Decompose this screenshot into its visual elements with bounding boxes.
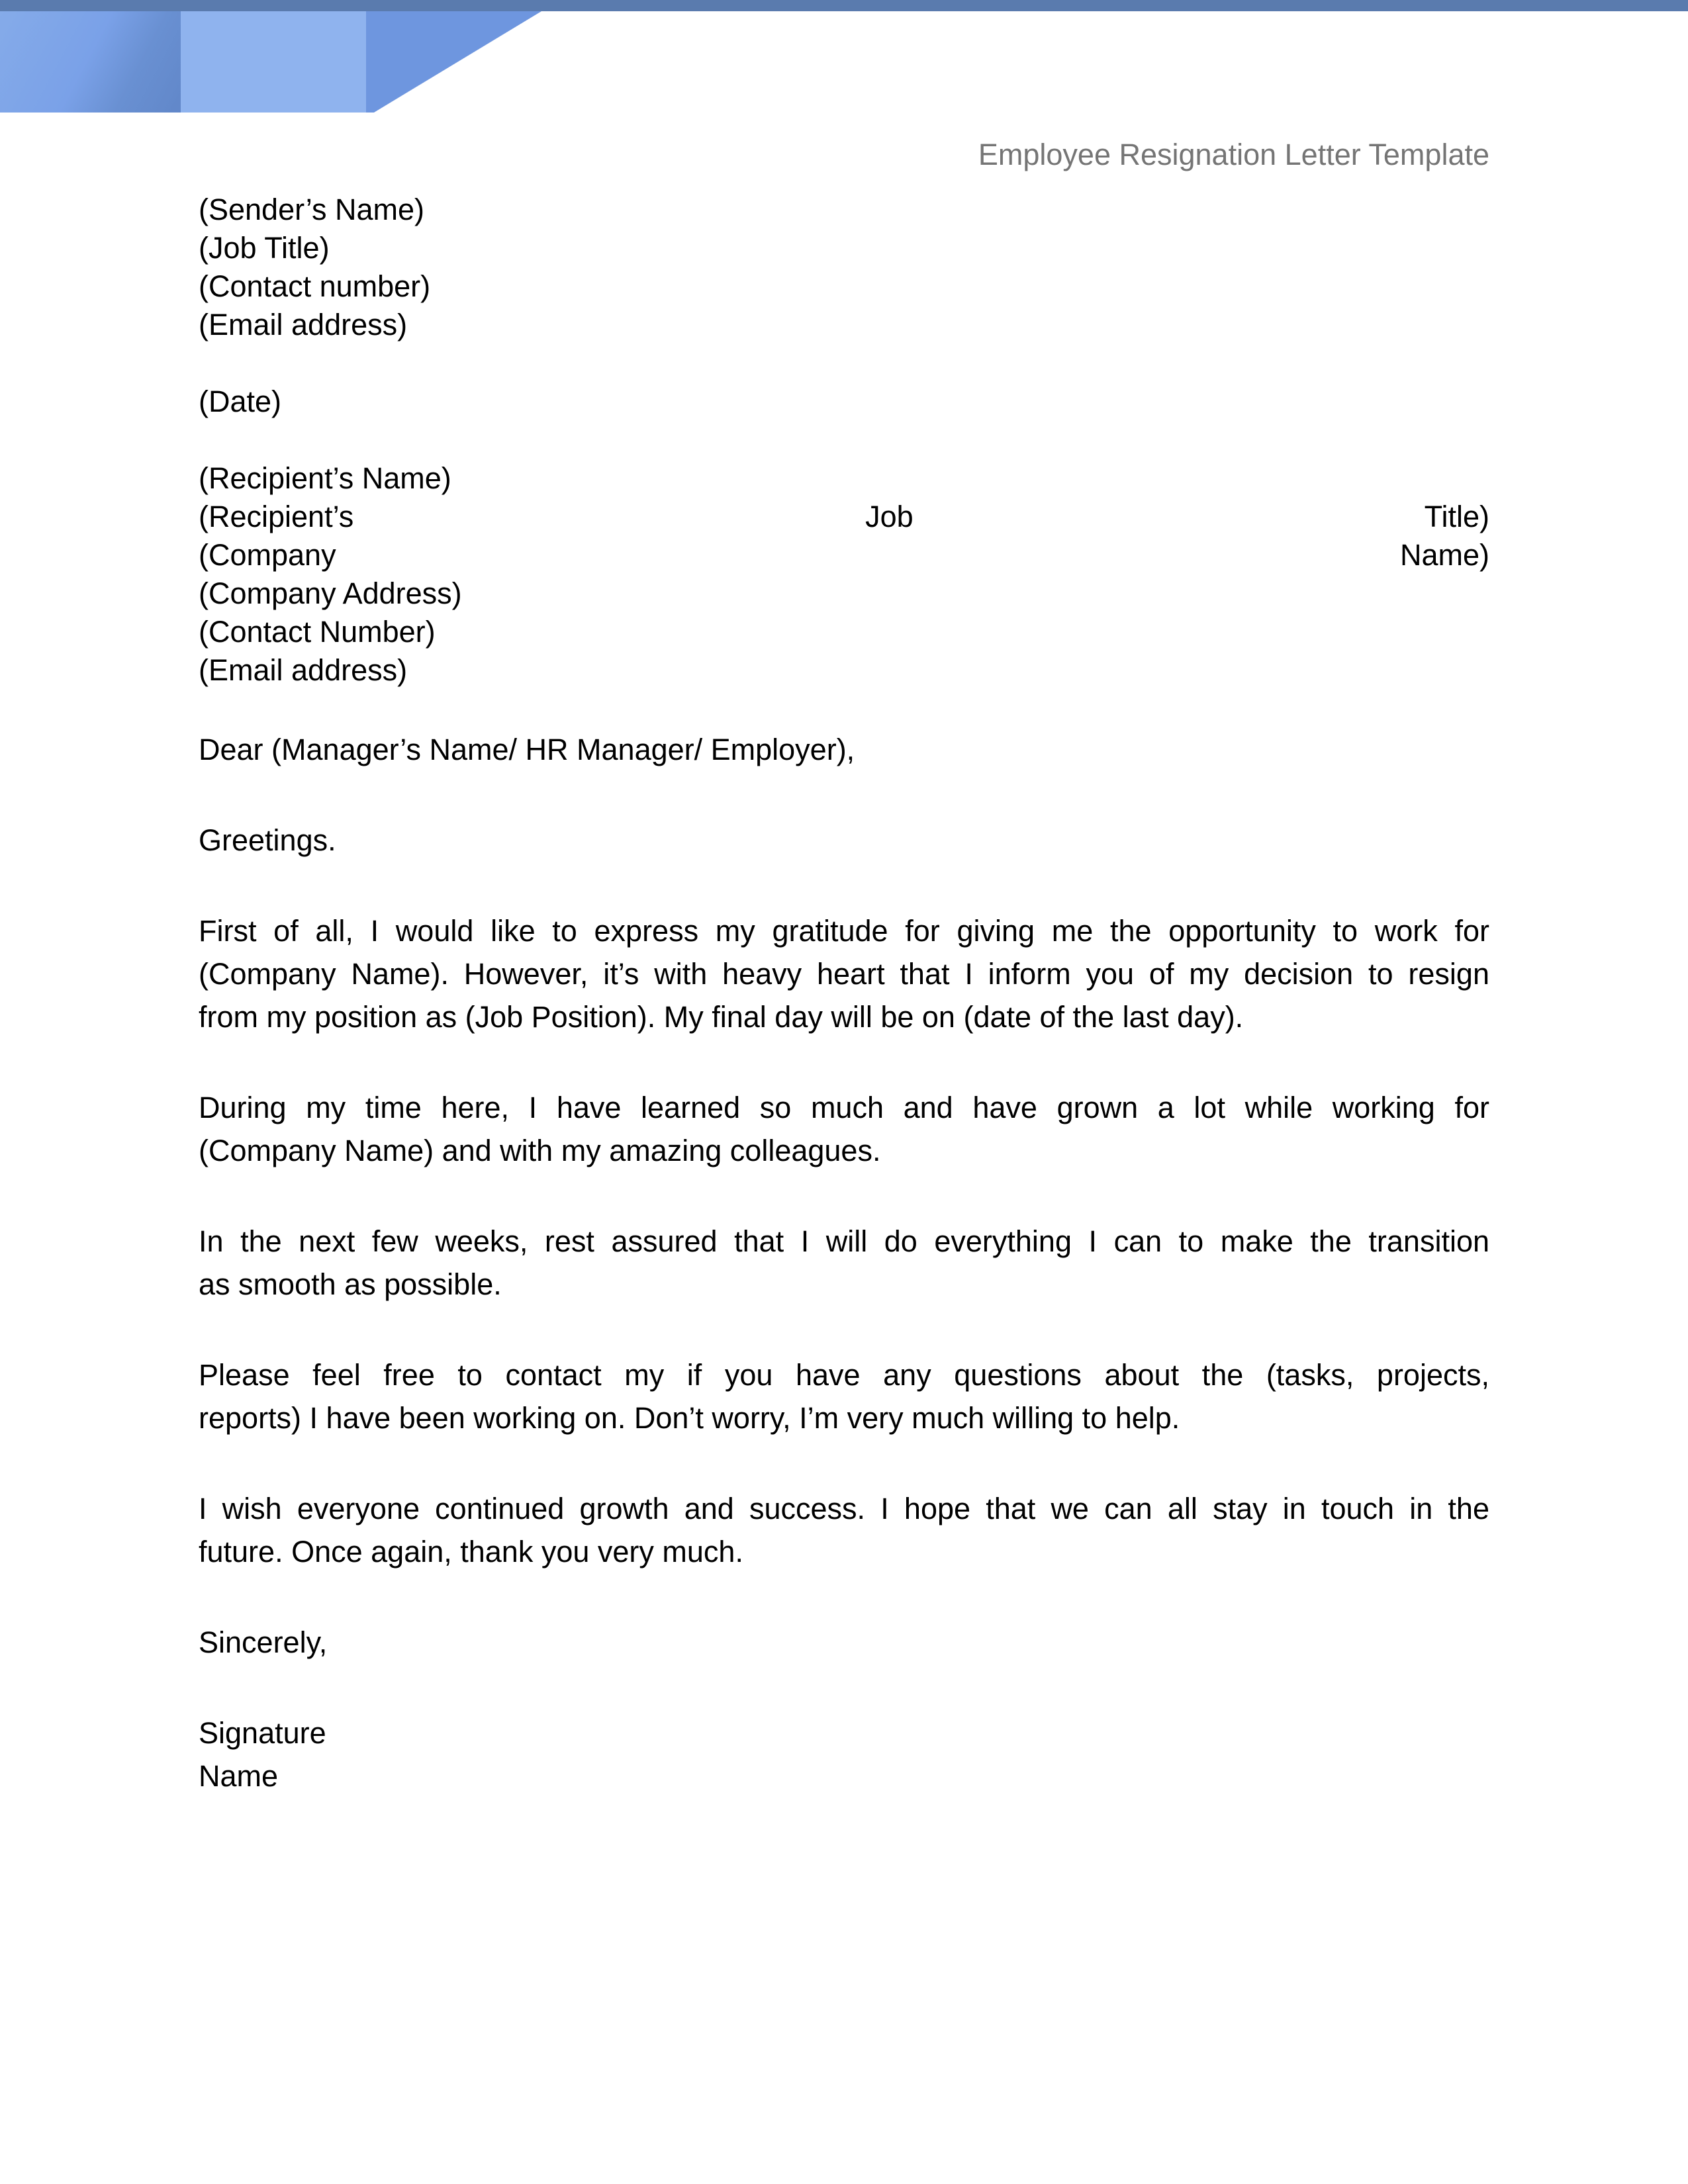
company-name-line: (Company Name) [199, 538, 1489, 572]
paragraph-5-line-1: I wish everyone continued growth and success. I hope that we can all stay in touch in the [199, 1492, 1489, 1525]
header-top-bar [0, 0, 1688, 11]
spacer [199, 421, 1489, 459]
paragraph-2 [199, 1086, 1489, 1172]
paragraph-5-line-2: future. Once again, thank you very much. [199, 1535, 743, 1569]
paragraph-4 [199, 1353, 1489, 1439]
paragraph-1-line-1: First of all, I would like to express my gratitude for giving me the opportunity to work for [199, 914, 1489, 948]
sender-email-line: (Email address) [199, 308, 408, 341]
sender-contact-number-line: (Contact number) [199, 269, 431, 303]
paragraph-1 [199, 909, 1489, 1038]
document-title: Employee Resignation Letter Template [978, 138, 1489, 171]
recipient-contact-number-line: (Contact Number) [199, 615, 436, 649]
name-line: Name [199, 1759, 279, 1793]
ribbon-right-angled-shape [366, 11, 541, 113]
closing-line: Sincerely, [199, 1625, 328, 1659]
date-line: (Date) [199, 385, 282, 418]
ribbon-middle-shape [181, 11, 366, 113]
ribbon-left-fold-shape [0, 11, 181, 113]
paragraph-2-line-2: (Company Name) and with my amazing colleagues. [199, 1134, 881, 1167]
spacer [199, 1306, 1489, 1353]
spacer [199, 1172, 1489, 1220]
spacer [199, 1664, 1489, 1711]
sender-block [199, 191, 1489, 344]
paragraph-1-line-2: (Company Name). However, it’s with heavy heart that I inform you of my decision to resign [199, 957, 1489, 991]
spacer [199, 1573, 1489, 1621]
paragraph-3 [199, 1220, 1489, 1306]
company-address-line: (Company Address) [199, 576, 462, 610]
paragraph-3-line-1: In the next few weeks, rest assured that I will do everything I can to make the transition [199, 1224, 1489, 1258]
paragraph-1-line-3: from my position as (Job Position). My final day will be on (date of the last day). [199, 1000, 1244, 1034]
paragraph-5 [199, 1487, 1489, 1573]
spacer [199, 1038, 1489, 1086]
recipient-name-line: (Recipient’s Name) [199, 461, 451, 495]
paragraph-3-line-2: as smooth as possible. [199, 1267, 502, 1301]
spacer [199, 771, 1489, 819]
spacer [199, 862, 1489, 909]
spacer [199, 344, 1489, 383]
letter-body [199, 191, 1489, 1797]
recipient-job-title-line: (Recipient’s Job Title) [199, 500, 1489, 533]
greeting-line: Greetings. [199, 823, 336, 857]
recipient-block [199, 459, 1489, 690]
recipient-email-line: (Email address) [199, 653, 408, 687]
paragraph-4-line-2: reports) I have been working on. Don’t worry, I’m very much willing to help. [199, 1401, 1180, 1435]
sender-job-title-line: (Job Title) [199, 231, 330, 265]
salutation-line: Dear (Manager’s Name/ HR Manager/ Employer), [199, 733, 855, 766]
sender-name-line: (Sender’s Name) [199, 193, 424, 226]
spacer [199, 690, 1489, 728]
header-ribbon [0, 11, 549, 113]
signature-line: Signature [199, 1716, 326, 1750]
paragraph-4-line-1: Please feel free to contact my if you have any questions about the (tasks, projects, [199, 1358, 1489, 1392]
paragraph-2-line-1: During my time here, I have learned so much and have grown a lot while working for [199, 1091, 1489, 1124]
spacer [199, 1439, 1489, 1487]
